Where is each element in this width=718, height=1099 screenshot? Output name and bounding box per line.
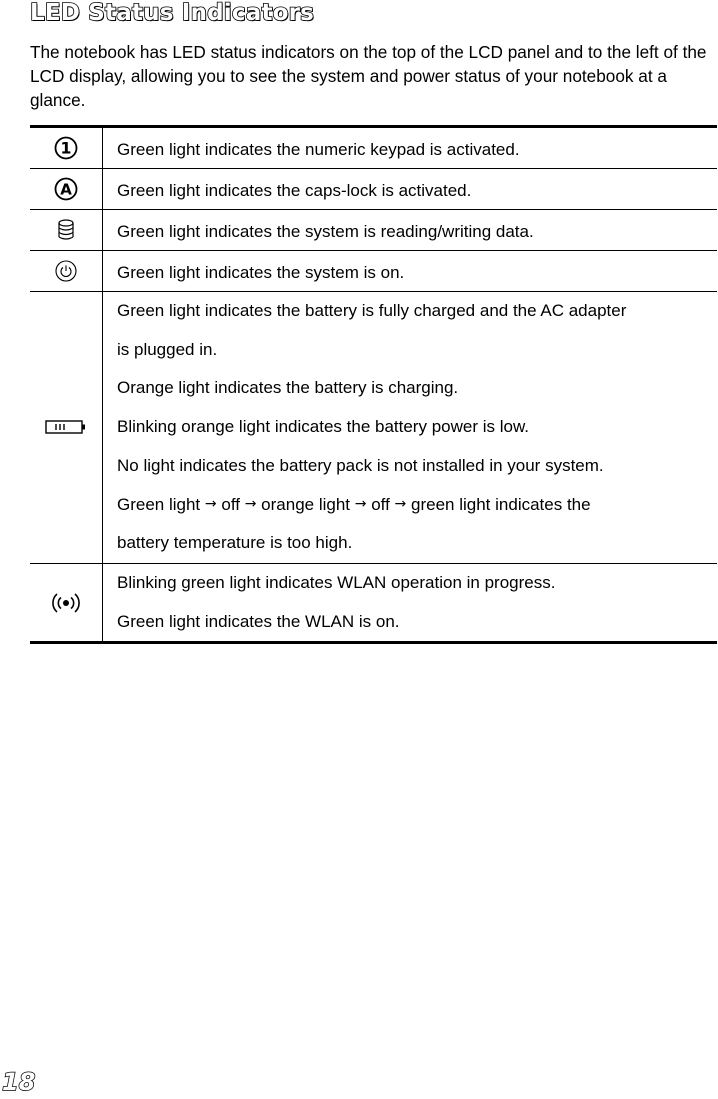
led-indicator-table [30, 125, 717, 644]
indicator-description: No light indicates the battery pack is not installed in your system. [117, 455, 604, 475]
indicator-description: Green light indicates the caps-lock is activated. [117, 181, 472, 200]
num-lock-icon [54, 136, 78, 160]
arrow-icon: → [244, 496, 257, 513]
caps-lock-icon [54, 177, 78, 201]
indicator-description: Green light indicates the WLAN is on. [117, 611, 400, 631]
wlan-icon [51, 592, 81, 614]
indicator-description: Green light indicates the battery is fully charged and the AC adapter [117, 301, 627, 320]
svg-text:1: 1 [60, 138, 72, 158]
indicator-description: Blinking orange light indicates the battery power is low. [117, 417, 530, 437]
power-icon [54, 259, 78, 283]
svg-text:A: A [60, 180, 72, 199]
battery-icon [45, 419, 87, 435]
hdd-activity-icon [57, 218, 75, 242]
indicator-description: Green light indicates the system is on. [117, 263, 405, 282]
indicator-description: Blinking green light indicates WLAN operation in progress. [117, 572, 556, 592]
page-title: LED Status Indicators [30, 0, 315, 26]
table-row [30, 292, 717, 564]
table-row [30, 563, 717, 642]
indicator-description: Orange light indicates the battery is charging. [117, 378, 459, 398]
intro-paragraph: The notebook has LED status indicators on the top of the LCD panel and to the left of the LCD display, allowing you to see the system and power status of your notebook at a glance. [30, 42, 707, 110]
indicator-description: is plugged in. [117, 339, 218, 359]
table-row [30, 169, 717, 210]
arrow-icon: → [204, 496, 217, 513]
indicator-description: Green light indicates the system is reading/writing data. [117, 222, 534, 241]
table-row [30, 210, 717, 251]
temperature-sequence: Green light → off → orange light → off → green light indicates the [117, 495, 591, 515]
page-number: 18 [2, 1068, 36, 1096]
indicator-description: Green light indicates the numeric keypad is activated. [117, 140, 520, 159]
arrow-icon: → [354, 496, 367, 513]
table-row [30, 251, 717, 292]
table-row [30, 127, 717, 169]
arrow-icon: → [394, 496, 407, 513]
indicator-description: battery temperature is too high. [117, 533, 353, 553]
